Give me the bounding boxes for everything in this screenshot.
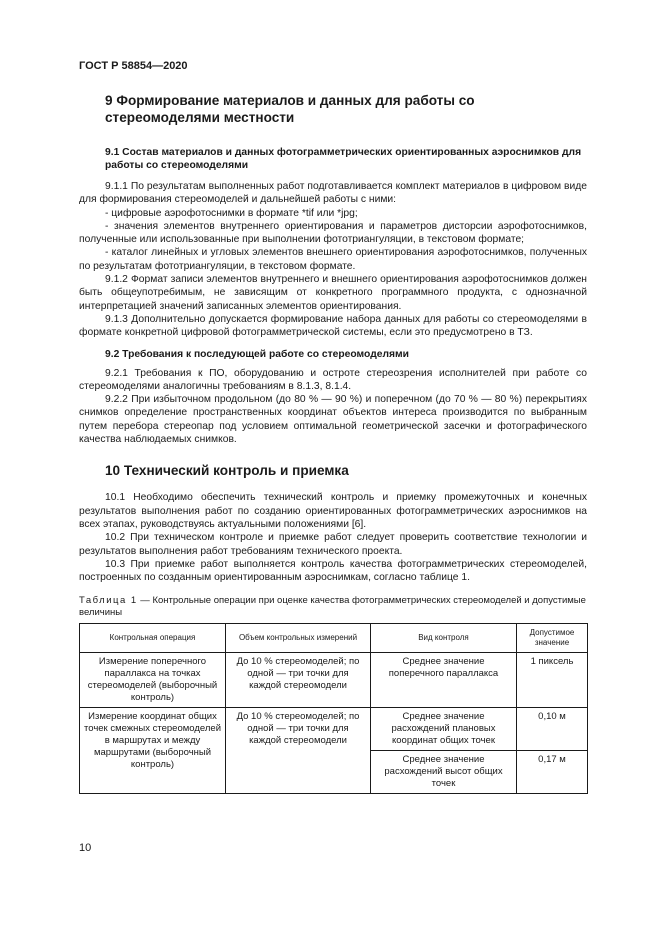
- paragraph-10-2: 10.2 При техническом контроле и приемке работ следует проверить соответствие технологии и результатов выполнения работ требованиям технического проекта.: [79, 532, 587, 557]
- table-cell: Измерение координат общих точек смежных стереомоделей в маршрутах и между маршрутами (выборочный контроль): [80, 708, 226, 794]
- table-row: [80, 708, 588, 751]
- page-number: 10: [79, 842, 92, 854]
- paragraph-9-1-3: 9.1.3 Дополнительно допускается формирование набора данных для работы со стереомоделями в формате конкретной цифровой фотограмметрической системы, если это предусмотрено в ТЗ.: [79, 313, 587, 339]
- table-cell: 0,17 м: [517, 751, 588, 794]
- paragraph-9-2-1: 9.2.1 Требования к ПО, оборудованию и остроте стереозрения исполнителей при работе со стереомоделями аналогичны требованиям в 8.1.3, 8.1.4.: [79, 367, 587, 392]
- list-item: - цифровые аэрофотоснимки в формате *tif или *jpg;: [105, 207, 358, 219]
- page-content: [79, 92, 587, 794]
- column-header: Контрольная операция: [80, 624, 226, 653]
- table-caption-text: — Контрольные операции при оценке качества фотограмметрических стереомоделей и допустимые величины: [79, 595, 586, 619]
- paragraph-10-3: 10.3 При приемке работ выполняется контроль качества фотограмметрических стереомоделей, построенных по созданным ориентированным аэроснимкам, согласно таблице 1.: [79, 558, 587, 584]
- table-cell: Среднее значение расхождений высот общих точек: [371, 751, 517, 794]
- list-item: - значения элементов внутреннего ориентирования и параметров дисторсии аэрофотоснимков, полученные или использованные при выполнении фототриангуляции, в текстовом формате;: [79, 220, 587, 246]
- table-cell: 0,10 м: [517, 708, 588, 751]
- document-code: ГОСТ Р 58854—2020: [79, 60, 188, 72]
- table-header-row: [80, 624, 588, 653]
- section-10-heading: 10 Технический контроль и приемка: [105, 463, 349, 479]
- list-item: - каталог линейных и угловых элементов внешнего ориентирования аэрофотоснимков, полученных по результатам фототриангуляции, в текстовом формате.: [79, 247, 587, 272]
- control-operations-table: [79, 623, 588, 794]
- column-header: Объем контрольных измерений: [226, 624, 371, 653]
- table-cell: До 10 % стереомоделей; по одной — три точки для каждой стереомодели: [226, 708, 371, 794]
- table-cell: 1 пиксель: [517, 653, 588, 708]
- column-header: Допустимое значение: [517, 624, 588, 653]
- table-cell: До 10 % стереомоделей; по одной — три точки для каждой стереомодели: [226, 653, 371, 708]
- table-row: [80, 653, 588, 708]
- paragraph-9-1-1: 9.1.1 По результатам выполненных работ подготавливается комплект материалов в цифровом виде для формирования стереомоделей и дальнейшей работы с ними:: [79, 181, 587, 206]
- paragraph-10-1: 10.1 Необходимо обеспечить технический контроль и приемку промежуточных и конечных результатов выполнения работ по созданию ориентированных фотограмметрических аэроснимков на всех этапах, руководствуясь актуальными положениями [6].: [79, 492, 587, 530]
- paragraph-9-2-2: 9.2.2 При избыточном продольном (до 80 % — 90 %) и поперечном (до 70 % — 80 %) перекрытиях снимков определение пространственных координат объектов интереса производится по выбранным путем перебора стереопар под условием оптимальной геометрической засечки и фотографического качества наблюдаемых снимков.: [79, 394, 587, 446]
- table-cell: Среднее значение расхождений плановых координат общих точек: [371, 708, 517, 751]
- table-caption: [79, 595, 587, 619]
- table-caption-label: Таблица 1: [79, 595, 138, 607]
- column-header: Вид контроля: [371, 624, 517, 653]
- table-cell: Среднее значение поперечного параллакса: [371, 653, 517, 708]
- subsection-9-2-heading: 9.2 Требования к последующей работе со стереомоделями: [105, 348, 409, 360]
- subsection-9-1-heading: 9.1 Состав материалов и данных фотограмметрических ориентированных аэроснимков для работы со стереомоделями: [105, 147, 582, 171]
- paragraph-9-1-2: 9.1.2 Формат записи элементов внутреннего и внешнего ориентирования аэрофотоснимков должен быть общеупотребимым, не зависящим от конкретного программного продукта, с однозначной интерпретацией значений записанных элементов ориентирования.: [79, 274, 587, 312]
- table-cell: Измерение поперечного параллакса на точках стереомоделей (выборочный контроль): [80, 653, 226, 708]
- section-9-heading: 9 Формирование материалов и данных для работы со стереомоделями местности: [105, 93, 475, 125]
